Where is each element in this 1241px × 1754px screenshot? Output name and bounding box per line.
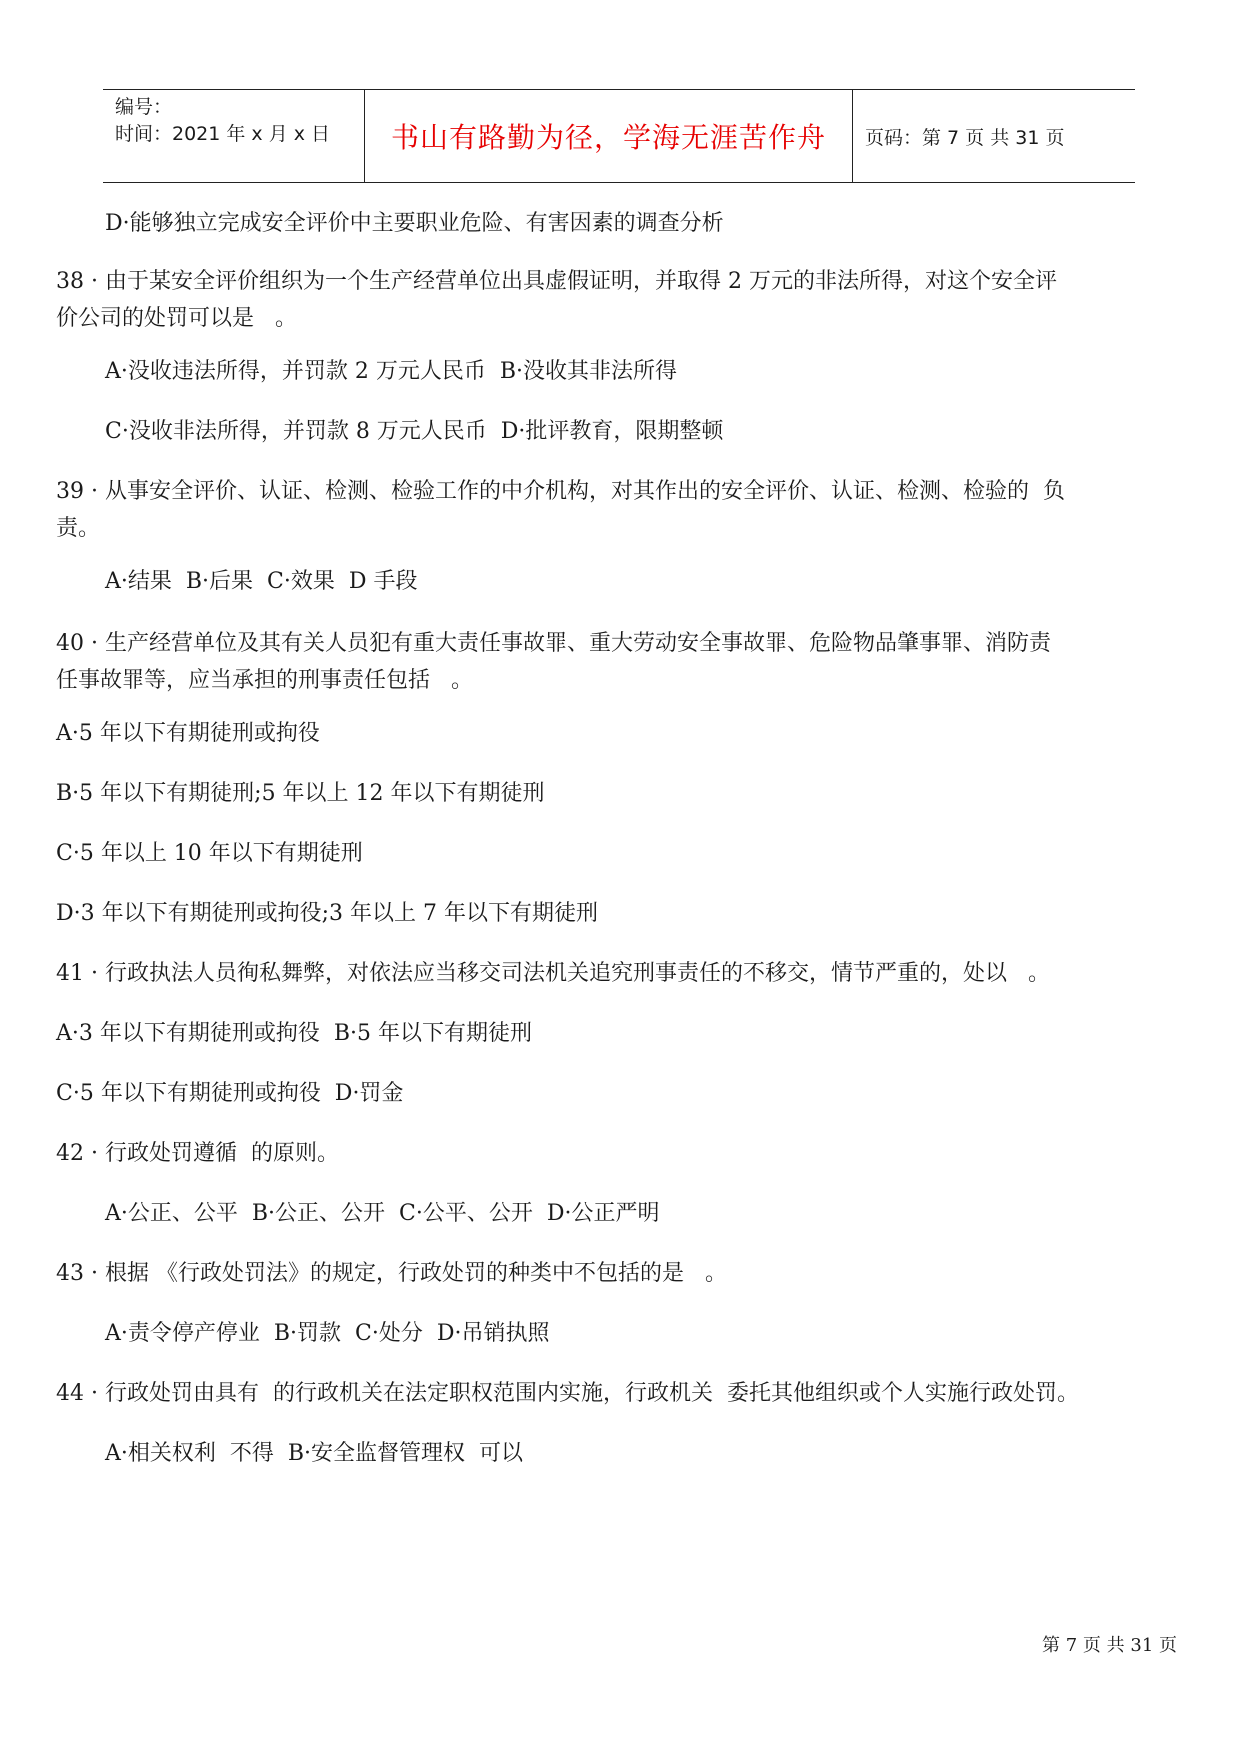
question-42: 42 · 行政处罚遵循 的原则。: [56, 1141, 339, 1166]
header-motto: 书山有路勤为径，学海无涯苦作舟: [390, 121, 826, 154]
answer-option-line: A·责令停产停业 B·罚款 C·处分 D·吊销执照: [105, 1321, 550, 1346]
answer-option-line: A·相关权利 不得 B·安全监督管理权 可以: [105, 1441, 524, 1466]
question-44: 44 · 行政处罚由具有 的行政机关在法定职权范围内实施，行政机关 委托其他组织或个人实施行政处罚。: [56, 1381, 1079, 1406]
answer-option-line: A·5 年以下有期徒刑或拘役: [56, 721, 320, 746]
header-page-code: 页码：第 7 页 共 31 页: [865, 126, 1065, 149]
answer-option-line: A·结果 B·后果 C·效果 D 手段: [105, 569, 418, 594]
question-41: 41 · 行政执法人员徇私舞弊，对依法应当移交司法机关追究刑事责任的不移交，情节严重的，处以 。: [56, 961, 1050, 986]
header-motto-cell: [365, 90, 853, 182]
answer-option-line: A·3 年以下有期徒刑或拘役 B·5 年以下有期徒刑: [56, 1021, 533, 1046]
question-38: 38 · 由于某安全评价组织为一个生产经营单位出具虚假证明，并取得 2 万元的非法所得，对这个安全评 价公司的处罚可以是 。: [56, 269, 1057, 331]
answer-option-line: D·3 年以下有期徒刑或拘役;3 年以上 7 年以下有期徒刑: [56, 901, 599, 926]
header-page-code-cell: [853, 90, 1135, 182]
answer-option-line: A·公正、公平 B·公正、公开 C·公平、公开 D·公正严明: [105, 1201, 660, 1226]
document-time-label: 时间：2021 年 x 月 x 日: [115, 123, 331, 145]
question-43: 43 · 根据 《行政处罚法》的规定，行政处罚的种类中不包括的是 。: [56, 1261, 727, 1286]
answer-option-line: C·5 年以上 10 年以下有期徒刑: [56, 841, 363, 866]
answer-option-line: B·5 年以下有期徒刑;5 年以上 12 年以下有期徒刑: [56, 781, 545, 806]
answer-option-line: A·没收违法所得，并罚款 2 万元人民币 B·没收其非法所得: [105, 359, 678, 384]
document-number-label: 编号：: [115, 96, 173, 118]
page-footer: 第 7 页 共 31 页: [1042, 1635, 1177, 1656]
question-40: 40 · 生产经营单位及其有关人员犯有重大责任事故罪、重大劳动安全事故罪、危险物品肇事罪、消防责 任事故罪等，应当承担的刑事责任包括 。: [56, 631, 1051, 693]
header-meta: [103, 90, 365, 182]
answer-option-line: C·5 年以下有期徒刑或拘役 D·罚金: [56, 1081, 404, 1106]
answer-option-line: C·没收非法所得，并罚款 8 万元人民币 D·批评教育，限期整顿: [105, 419, 724, 444]
question-39: 39 · 从事安全评价、认证、检测、检验工作的中介机构，对其作出的安全评价、认证、检测、检验的 负 责。: [56, 479, 1065, 541]
page-header: [103, 89, 1135, 183]
answer-option-line: D·能够独立完成安全评价中主要职业危险、有害因素的调查分析: [105, 211, 724, 236]
